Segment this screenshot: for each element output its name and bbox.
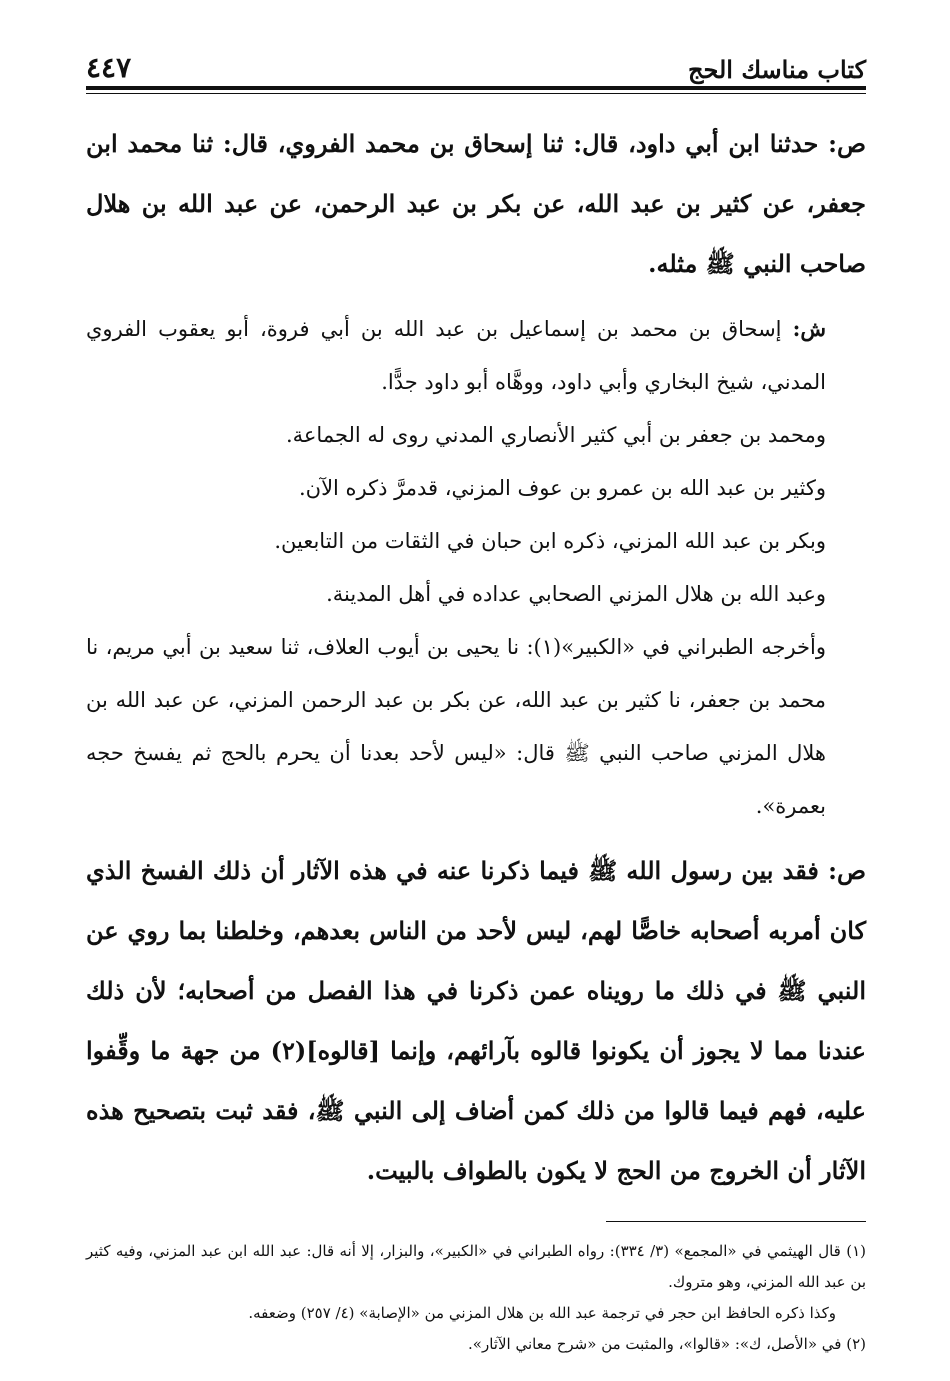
paragraph-text: إسحاق بن محمد بن إسماعيل بن عبد الله بن أبي فروة، أبو يعقوب الفروي المدني، شيخ البخاري وأبي داود، ووهَّاه أبو داود جدًّا.	[86, 317, 826, 394]
header-rule-thick	[86, 86, 866, 90]
page-number: ٤٤٧	[86, 51, 132, 84]
sad-label: ص:	[828, 129, 866, 158]
main-text	[86, 114, 866, 1201]
paragraph-text: حدثنا ابن أبي داود، قال: ثنا إسحاق بن محمد الفروي، قال: ثنا محمد ابن جعفر، عن كثير بن عبد الله، عن بكر بن عبد الرحمن، عن عبد الله بن هلال صاحب النبي ﷺ مثله.	[86, 129, 866, 278]
footnote-continuation: وكذا ذكره الحافظ ابن حجر في ترجمة عبد الله بن هلال المزني من «الإصابة» (٤/ ٢٥٧) وضعفه.	[248, 1304, 836, 1322]
shin-label: ش:	[792, 316, 826, 341]
sharh-paragraph	[86, 302, 866, 409]
running-header	[86, 40, 866, 84]
footnotes	[86, 1236, 866, 1360]
header-rule-thin	[86, 93, 866, 94]
matn-paragraph	[86, 841, 866, 1201]
narrator-note: ومحمد بن جعفر بن أبي كثير الأنصاري المدني روى له الجماعة.	[285, 423, 826, 447]
book-page	[86, 40, 866, 1360]
paragraph-text: فقد بين رسول الله ﷺ فيما ذكرنا عنه في هذه الآثار أن ذلك الفسخ الذي كان أمربه أصحابه خاصًّا لهم، ليس لأحد من الناس بعدهم، وخلطنا بما روي عن النبي ﷺ في ذلك ما رويناه عمن ذكرنا في هذا الفصل من أصحابه؛ لأن ذلك عندنا مما لا يجوز أن يكونوا قالوه بآرائهم، وإنما [قالوه](٢) من جهة ما وقِّفوا عليه، فهم فيما قالوا من ذلك كمن أضاف إلى النبي ﷺ، فقد ثبت بتصحيح هذه الآثار أن الخروج من الحج لا يكون بالطواف بالبيت.	[86, 856, 867, 1185]
sad-label: ص:	[828, 856, 867, 885]
takhrij-paragraph: وأخرجه الطبراني في «الكبير»(١): نا يحيى بن أيوب العلاف، ثنا سعيد بن أبي مريم، نا محمد بن جعفر، نا كثير بن عبد الله، عن بكر بن عبد الرحمن المزني، عن عبد الله بن هلال المزني صاحب النبي ﷺ قال: «ليس لأحد بعدنا أن يحرم بالحج ثم يفسخ حجه بعمرة».	[86, 635, 826, 818]
footnote: (٢) في «الأصل، ك»: «قالوا»، والمثبت من «شرح معاني الآثار».	[468, 1335, 866, 1353]
narrator-note: وبكر بن عبد الله المزني، ذكره ابن حبان في الثقات من التابعين.	[274, 529, 826, 553]
narrator-note: وكثير بن عبد الله بن عمرو بن عوف المزني، قدمرَّ ذكره الآن.	[298, 476, 826, 500]
matn-paragraph	[86, 114, 866, 294]
narrator-note: وعبد الله بن هلال المزني الصحابي عداده في أهل المدينة.	[326, 582, 826, 606]
footnote: (١) قال الهيثمي في «المجمع» (٣/ ٣٣٤): رواه الطبراني في «الكبير»، والبزار، إلا أنه قال: عبد الله ابن عبد المزني، وفيه كثير بن عبد الله المزني، وهو متروك.	[86, 1242, 866, 1291]
book-title: كتاب مناسك الحج	[688, 55, 866, 84]
footnote-separator	[606, 1221, 866, 1222]
